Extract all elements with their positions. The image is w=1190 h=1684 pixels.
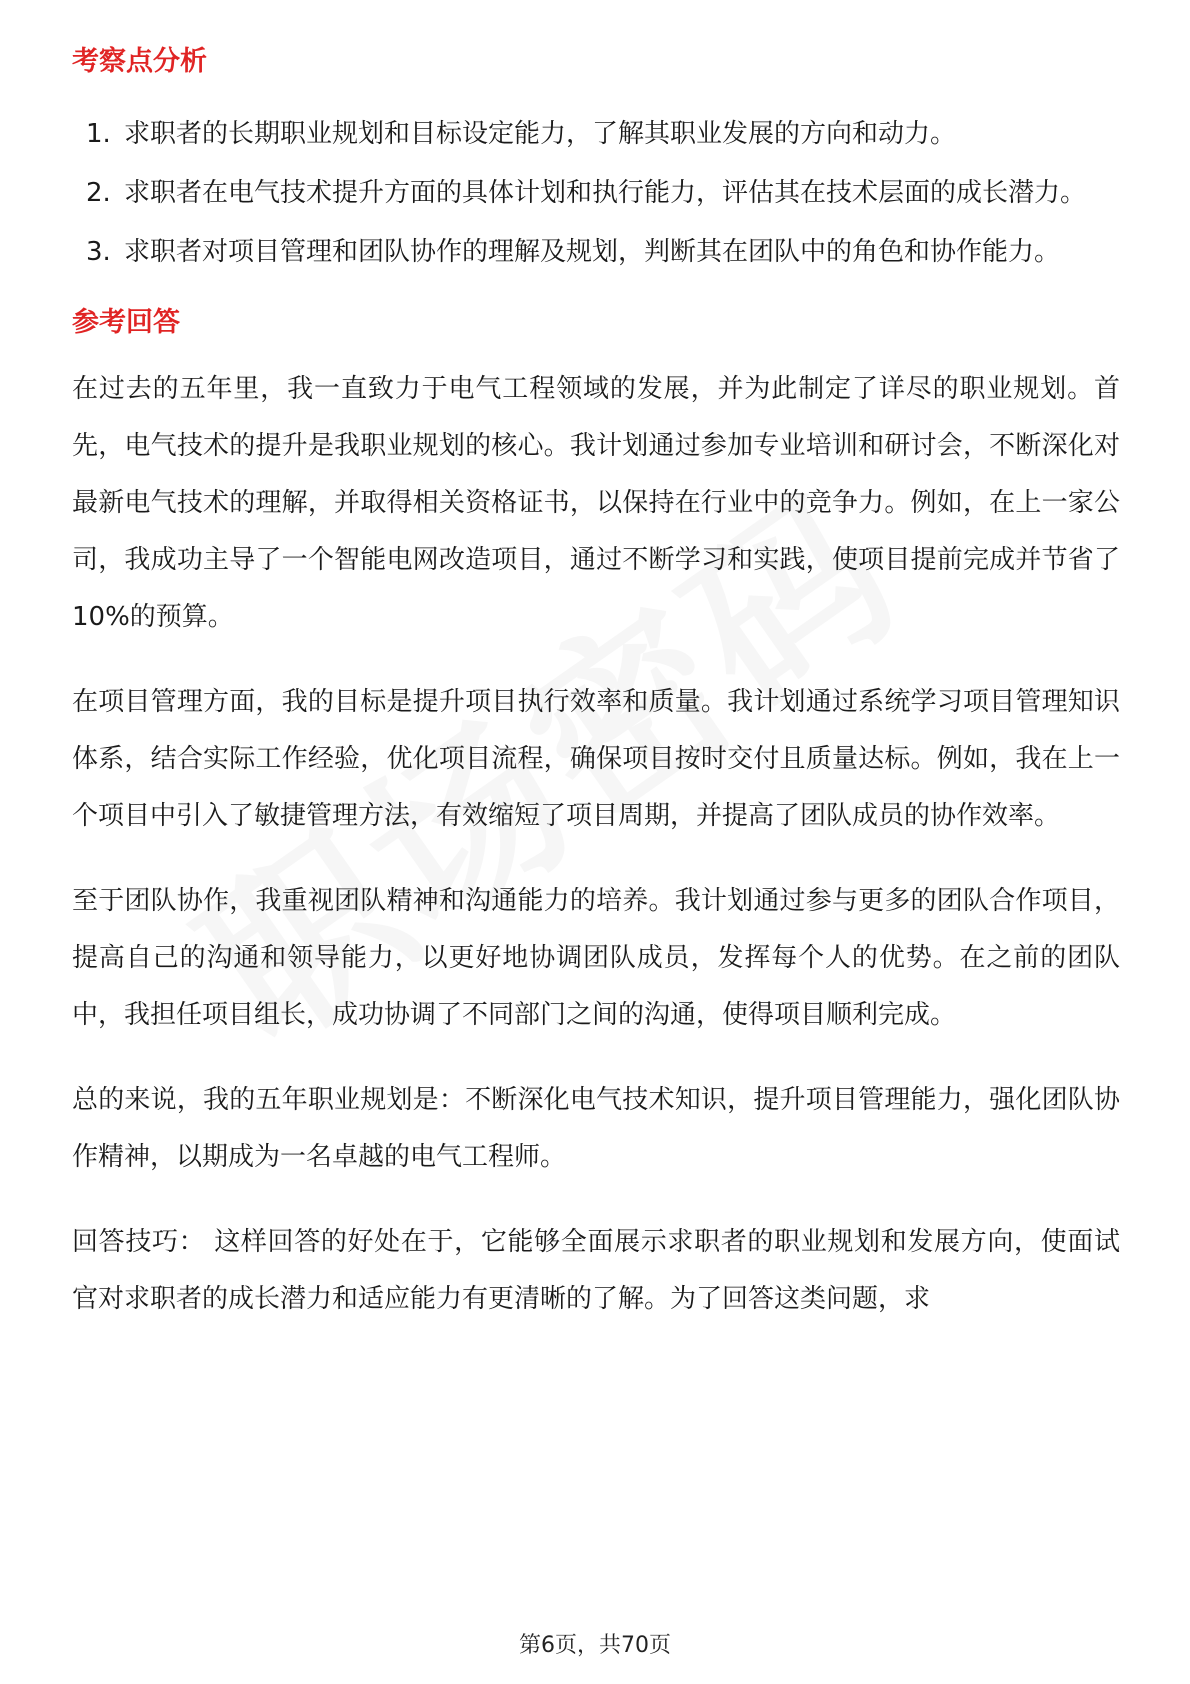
document-page — [72, 40, 1120, 1356]
list-item-text: 求职者的长期职业规划和目标设定能力，了解其职业发展的方向和动力。 — [124, 119, 957, 149]
answer-paragraph: 在过去的五年里，我一直致力于电气工程领域的发展，并为此制定了详尽的职业规划。首先，电气技术的提升是我职业规划的核心。我计划通过参加专业培训和研讨会，不断深化对最新电气技术的理解，并取得相关资格证书，以保持在行业中的竞争力。例如，在上一家公司，我成功主导了一个智能电网改造项目，通过不断学习和实践，使项目提前完成并节省了10%的预算。 — [72, 374, 1120, 632]
list-item-text: 求职者对项目管理和团队协作的理解及规划，判断其在团队中的角色和协作能力。 — [124, 237, 1061, 267]
answer-tips-paragraph: 回答技巧： 这样回答的好处在于，它能够全面展示求职者的职业规划和发展方向，使面试官对求职者的成长潜力和适应能力有更清晰的了解。为了回答这类问题，求 — [72, 1227, 1120, 1314]
section-heading-answer: 参考回答 — [72, 307, 180, 338]
section-heading-analysis: 考察点分析 — [72, 46, 207, 77]
list-item — [72, 165, 1120, 222]
analysis-points-list — [72, 106, 1120, 281]
list-number: 3. — [86, 237, 111, 267]
answer-paragraph: 总的来说，我的五年职业规划是：不断深化电气技术知识，提升项目管理能力，强化团队协作精神，以期成为一名卓越的电气工程师。 — [72, 1085, 1120, 1172]
page-footer: 第6页，共70页 — [519, 1633, 671, 1658]
answer-paragraph: 在项目管理方面，我的目标是提升项目执行效率和质量。我计划通过系统学习项目管理知识体系，结合实际工作经验，优化项目流程，确保项目按时交付且质量达标。例如，我在上一个项目中引入了敏捷管理方法，有效缩短了项目周期，并提高了团队成员的协作效率。 — [72, 687, 1120, 831]
answer-paragraph: 至于团队协作，我重视团队精神和沟通能力的培养。我计划通过参与更多的团队合作项目，提高自己的沟通和领导能力，以更好地协调团队成员，发挥每个人的优势。在之前的团队中，我担任项目组长，成功协调了不同部门之间的沟通，使得项目顺利完成。 — [72, 886, 1120, 1030]
list-item — [72, 224, 1120, 281]
list-item-text: 求职者在电气技术提升方面的具体计划和执行能力，评估其在技术层面的成长潜力。 — [124, 178, 1087, 208]
list-number: 2. — [86, 178, 111, 208]
list-number: 1. — [86, 119, 111, 149]
list-item — [72, 106, 1120, 163]
